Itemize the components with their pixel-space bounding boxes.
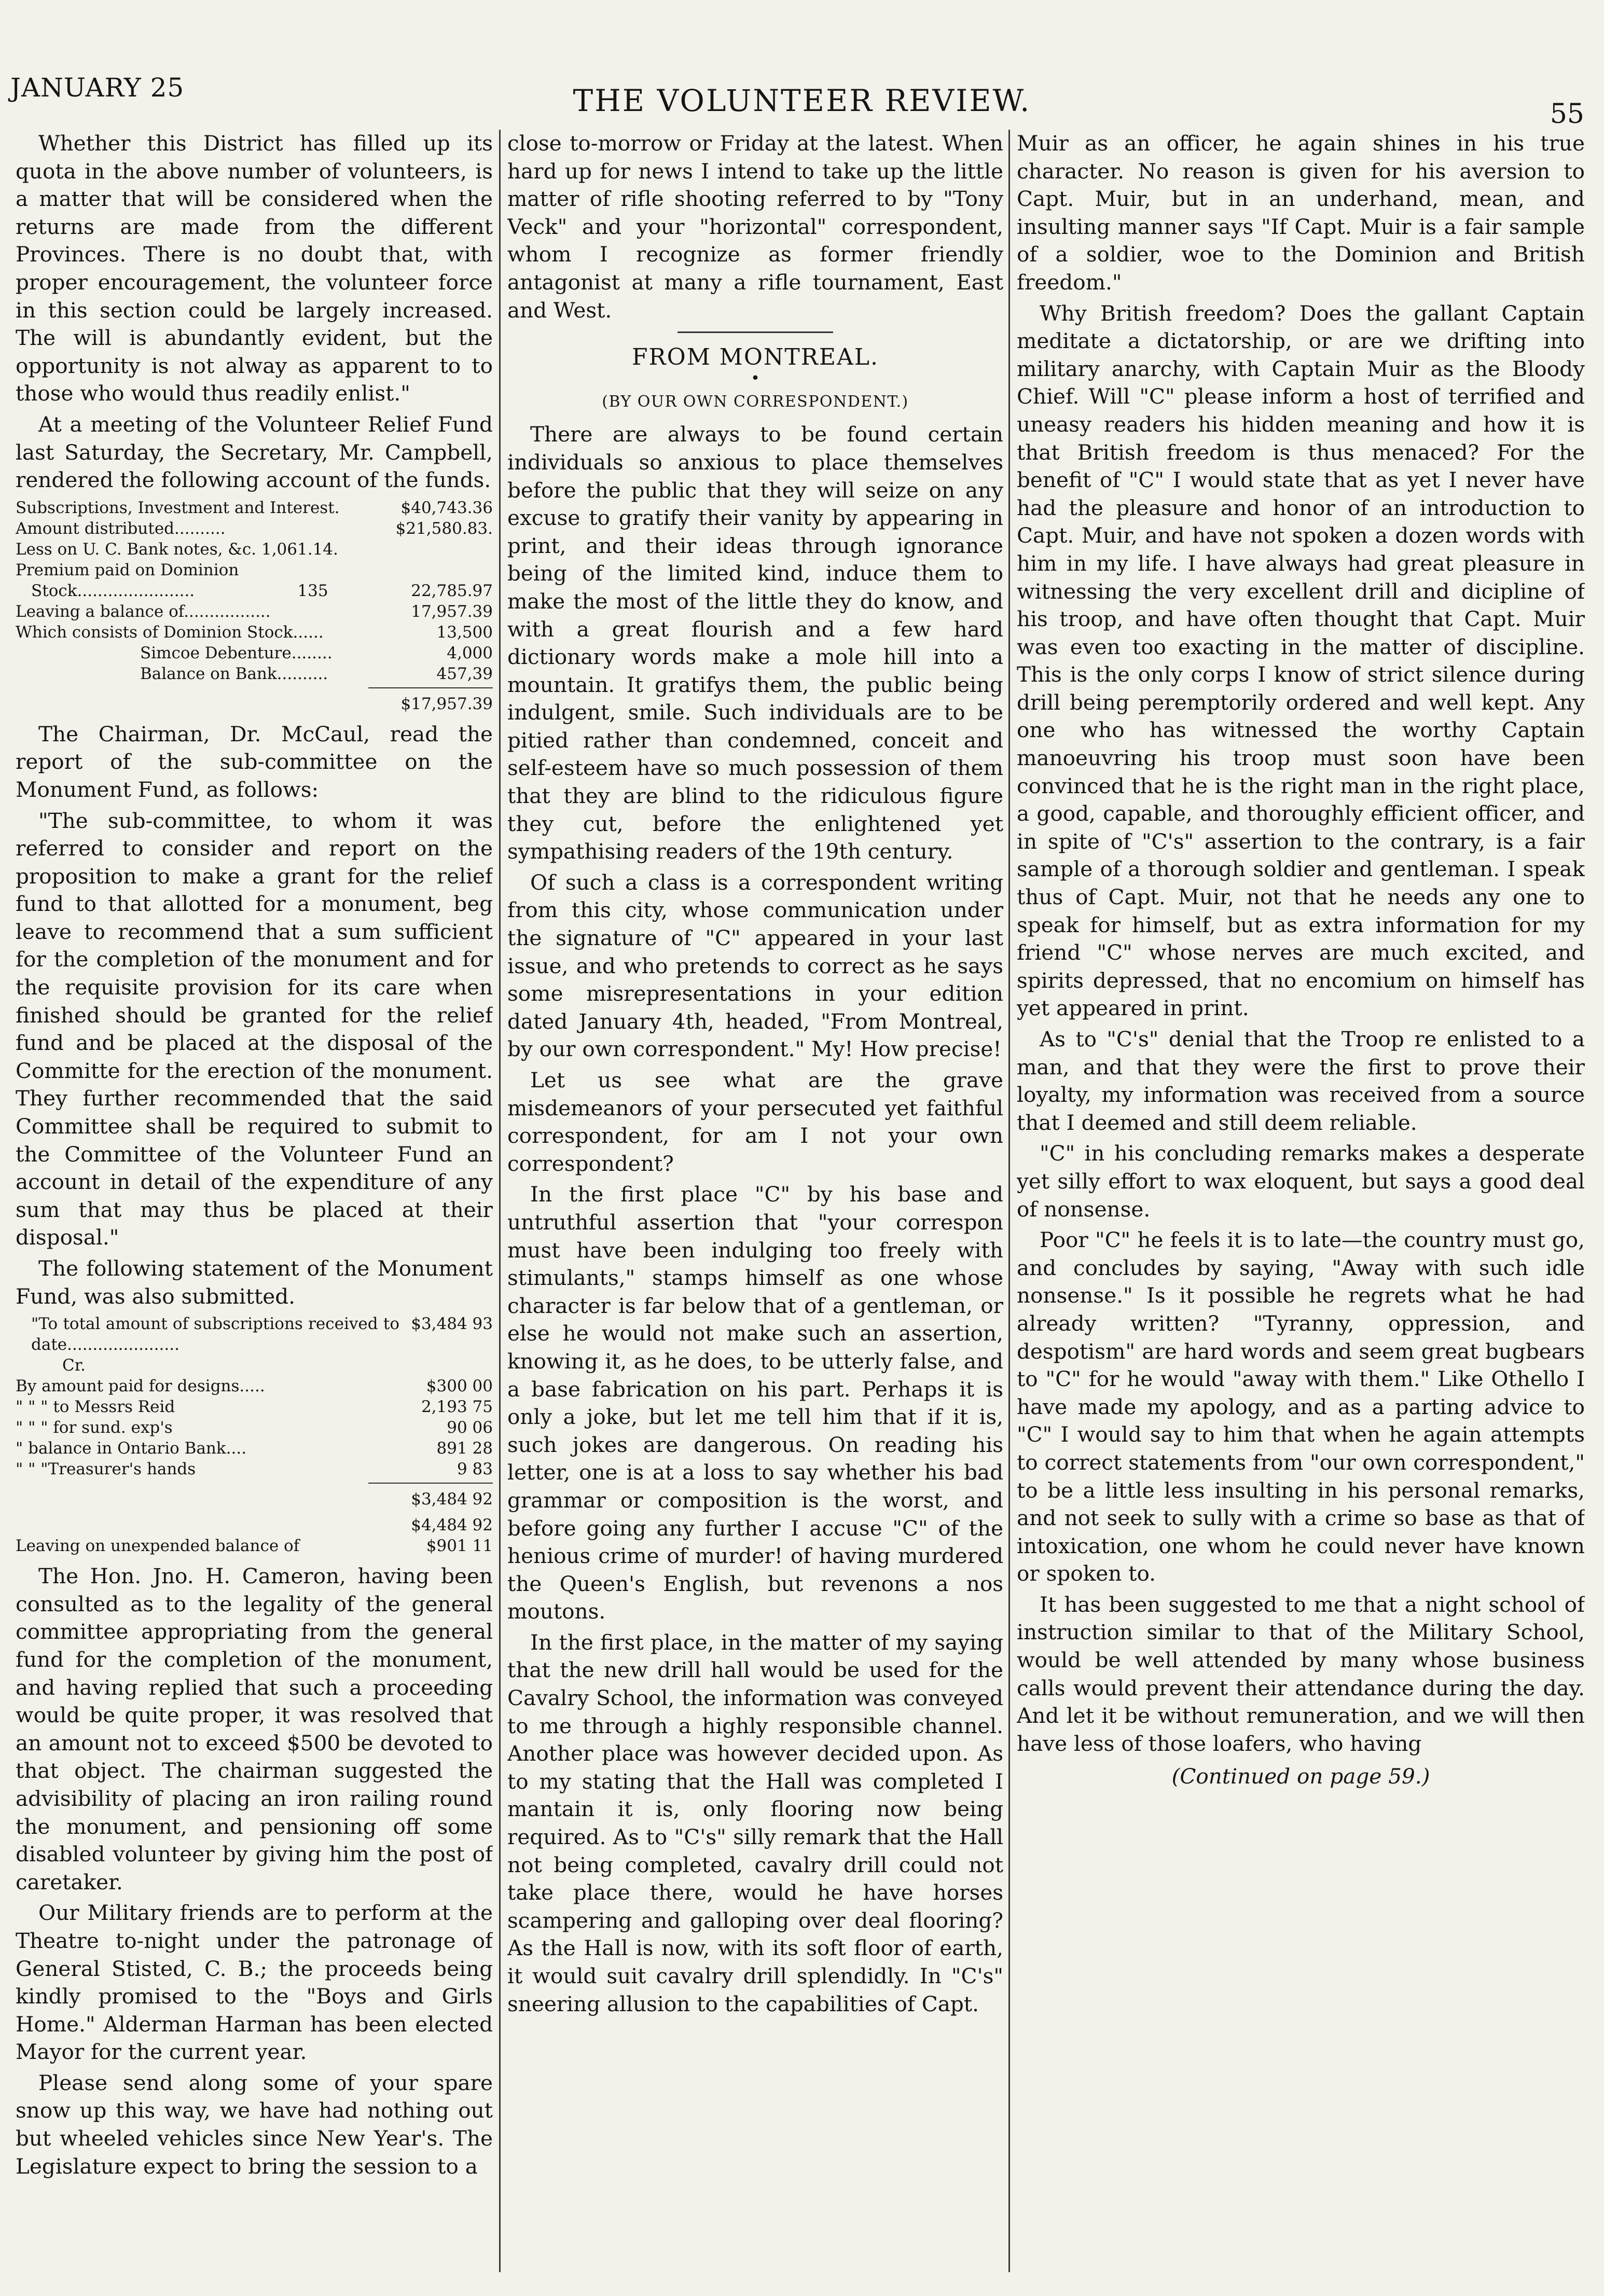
section-title: FROM MONTREAL. (632, 344, 879, 371)
account-amount: 135 (297, 581, 328, 600)
rule (368, 687, 493, 688)
account-amount: 4,000 (447, 643, 493, 662)
paragraph: The Chairman, Dr. McCaul, read the report of the sub-committee on the Monument Fund, as follows: (16, 721, 493, 802)
header-title: THE VOLUNTEER REVIEW. (573, 83, 1031, 118)
account-label: Leaving a balance of................. (16, 602, 271, 621)
account-amount: 13,500 (436, 623, 493, 642)
paragraph: Whether this District has filled up its quota in the above number of volunteers, is a matter that will be considered when the returns are made from the different Provinces. There is no doubt that, with proper encouragement, the volunteer force in this section could be largely increased. The will is abundantly evident, but the opportunity is not alway as apparent to to those who would thus readily enlist." (16, 131, 493, 406)
column-1 (16, 130, 493, 2267)
statement-label: "To total amount of subscriptions received to date...................... (31, 1315, 399, 1354)
paragraph: In the first place, in the matter of my saying that the new drill hall would be used for the Cavalry School, the information was conveyed to me through a highly responsible channel. Another place was however decided upon. As to my stating that the Hall was completed I mantain it is, only flooring now being required. As to "C's" silly remark that the Hall not being completed, cavalry drill could not take place there, would he have horses scampering and galloping over deal flooring? As the Hall is now, with its soft floor of earth, it would suit cavalry drill splendidly. In "C's" sneering allusion to the capabilities of Capt. (507, 1629, 1003, 2016)
statement-amount: 90 06 (447, 1418, 493, 1437)
account-label: Simcoe Debenture........ (140, 643, 333, 662)
ornament-dot: • (751, 369, 760, 388)
statement-amount: 9 83 (457, 1460, 493, 1479)
paragraph: Our Military friends are to perform at the Theatre to-night under the patronage of General Stisted, C. B.; the proceeds being kindly promised to the "Boys and Girls Home." Alderman Harman has been elected Mayor for the current year. (16, 1900, 493, 2065)
statement-label: " " " for sund. exp's (16, 1418, 173, 1437)
statement-label: By amount paid for designs..... (16, 1377, 265, 1396)
continued-note: (Continued on page 59.) (1171, 1764, 1430, 1789)
statement-label: " " "Treasurer's hands (16, 1460, 196, 1479)
statement-amount: $300 00 (426, 1377, 493, 1396)
relief-fund-account (16, 497, 493, 714)
paragraph: In the first place "C" by his base and untruthful assertion that "your correspon must have been indulging too freely with stimulants," stamps himself as one whose character is far below that of a gentleman, or else he would not make such an assertion, knowing it, as he does, to be utterly false, and a base fabrication on his part. Perhaps it is only a joke, but let me tell him that if it is, such jokes are dangerous. On reading his letter, one is at a loss to say whether his bad grammar or composition is the worst, and before going any further I accuse "C" of the henious crime of murder! of having murdered the Queen's English, but revenons a nos moutons. (507, 1182, 1003, 1624)
header-page-number: 55 (1550, 99, 1584, 130)
byline: (BY OUR OWN CORRESPONDENT.) (602, 392, 909, 411)
column-rule-2 (1008, 130, 1010, 2272)
statement-amount: 2,193 75 (421, 1398, 493, 1417)
account-label: Less on U. C. Bank notes, &c. 1,061.14. (16, 540, 338, 559)
account-label: Subscriptions, Investment and Interest. (16, 498, 340, 517)
account-amount: $40,743.36 (400, 498, 493, 517)
statement-label: " balance in Ontario Bank.... (16, 1439, 247, 1458)
paragraph: Of such a class is a correspondent writing from this city, whose communication under the signature of "C" appeared in your last issue, and who pretends to correct as he says some misrepresentations in your edition dated January 4th, headed, "From Montreal, by our own correspondent." My! How precise! (507, 869, 1003, 1062)
account-amount: 17,957.39 (411, 602, 493, 621)
paragraph: It has been suggested to me that a night school of instruction similar to that of the Military School, would be well attended by many whose business calls would prevent their attendance during the day. And let it be without remuneration, and we will then have less of those loafers, who having (1017, 1592, 1585, 1756)
paragraph: "C" in his concluding remarks makes a desperate yet silly effort to wax eloquent, but says a good deal of nonsense. (1017, 1141, 1585, 1222)
paragraph: Please send along some of your spare snow up this way, we have had nothing out but wheeled vehicles since New Year's. The Legislature expect to bring the session to a (16, 2070, 493, 2179)
paragraph: The following statement of the Monument Fund, was also submitted. (16, 1256, 493, 1309)
statement-amount: 891 28 (436, 1439, 493, 1458)
statement-amount: $3,484 93 (411, 1315, 493, 1334)
paragraph: The Hon. Jno. H. Cameron, having been consulted as to the legality of the general committee appropriating from the general fund for the completion of the monument, and having replied that such a proceeding would be quite proper, it was resolved that an amount not to exceed $500 be devoted to that object. The chairman suggested the advisibility of placing an iron railing round the monument, and pensioning off some disabled volunteer by giving him the post of caretaker. (16, 1564, 493, 1894)
statement-sum: $3,484 92 (411, 1490, 493, 1509)
account-label: Premium paid on Dominion (16, 560, 239, 579)
statement-sum: $4,484 92 (411, 1516, 493, 1535)
paragraph: Why British freedom? Does the gallant Captain meditate a dictatorship, or are we drifting into military anarchy, with Captain Muir as the Bloody Chief. Will "C" please inform a host of terrified and uneasy readers his hidden meaning and how it is that British freedom is thus menaced? For the benefit of "C" I would state that as yet I never have had the pleasure and honor of an introduction to Capt. Muir, and have not spoken a dozen words with him in my life. I have always had great pleasure in witnessing the very excellent drill and dicipline of his troop, and have often thought that Capt. Muir was even too exacting in the matter of discipline. This is the only corps I know of strict silence during drill being peremptorily ordered and well kept. Any one who has witnessed the worthy Captain manoeuvring his troop must soon have been convinced that he is the right man in the right place, a good, capable, and thoroughly efficient officer, and in spite of "C's" assertion to the contrary, is a fair sample of a thorough soldier and gentleman. I speak thus of Capt. Muir, not that he needs any one to speak for himself, but as extra information for my friend "C" whose nerves are much excited, and spirits depressed, that no encomium on himself has yet appeared in print. (1017, 300, 1585, 1021)
paragraph: Poor "C" he feels it is to late—the country must go, and concludes by saying, "Away with such idle nonsense." Is it possible he regrets what he had already written? "Tyranny, oppression, and despotism" are hard words and seem great bugbears to "C" for he would "away with them." Like Othello I have made my apology, and as a parting advice to "C" I would say to him that when he again attempts to correct statements from "our own correspondent," to be a little less insulting in his personal remarks, and not seek to sully with a crime so base as that of intoxication, one whom he could never have known or spoken to. (1017, 1227, 1585, 1586)
statement-label: Leaving on unexpended balance of (16, 1537, 300, 1556)
page-header (0, 0, 1604, 130)
account-label: Which consists of Dominion Stock...... (16, 623, 324, 642)
paragraph: Muir as an officer, he again shines in his true character. No reason is given for his aversion to Capt. Muir, but in an underhand, mean, and insulting manner says "If Capt. Muir is a fair sample of a soldier, woe to the Dominion and British freedom." (1017, 131, 1585, 295)
monument-fund-statement (16, 1313, 493, 1556)
account-amount: $21,580.83. (395, 519, 493, 538)
statement-label: Cr. (62, 1356, 86, 1375)
paragraph: There are always to be found certain individuals so anxious to place themselves before the public that they will seize on any excuse to gratify their vanity by appearing in print, and their ideas through ignorance being of the limited kind, induce them to make the most of the little they do know, and with a great flourish and a few hard dictionary words make a mole hill into a mountain. It gratifys them, the public being indulgent, smile. Such individuals are to be pitied rather than condemned, conceit and self-esteem have so much possession of them that they are blind to the ridiculous figure they cut, before the enlightened yet sympathising readers of the 19th century. (507, 422, 1003, 864)
account-amount: 22,785.97 (411, 581, 493, 600)
account-amount: 457,39 (436, 664, 493, 683)
paragraph: close to-morrow or Friday at the latest. When hard up for news I intend to take up the little matter of rifle shooting referred to by "Tony Veck" and your "horizontal" correspondent, whom I recognize as former friendly antagonist at many a rifle tournament, East and West. (507, 131, 1003, 323)
paragraph: Let us see what are the grave misdemeanors of your persecuted yet faithful correspondent, for am I not your own correspondent? (507, 1068, 1003, 1176)
statement-label: " " " to Messrs Reid (16, 1398, 175, 1417)
column-rule-1 (499, 130, 501, 2272)
rule (368, 1483, 493, 1484)
section-divider (677, 331, 833, 333)
account-total: $17,957.39 (400, 694, 493, 713)
paragraph: At a meeting of the Volunteer Relief Fund last Saturday, the Secretary, Mr. Campbell, rendered the following account of the funds. (16, 411, 493, 493)
header-date: JANUARY 25 (10, 73, 185, 103)
account-label: Stock....................... (31, 581, 195, 600)
column-3 (1017, 130, 1585, 2267)
paragraph: "The sub-committee, to whom it was referred to consider and report on the proposition to make a grant for the relief fund to that allotted for a monument, beg leave to recommend that a sum sufficient for the completion of the monument and for the requisite provision for its care when finished should be granted for the relief fund and be placed at the disposal of the Committe for the erection of the monument. They further recommended that the said Committee shall be required to submit to the Committee of the Volunteer Fund an account in detail of the expenditure of any sum that may thus be placed at their disposal." (16, 808, 493, 1250)
paragraph: As to "C's" denial that the Troop re enlisted to a man, and that they were the first to prove their loyalty, my information was received from a source that I deemed and still deem reliable. (1017, 1027, 1585, 1135)
column-2 (507, 130, 1003, 2267)
account-label: Amount distributed.......... (16, 519, 226, 538)
statement-amount: $901 11 (426, 1537, 493, 1556)
account-label: Balance on Bank.......... (140, 664, 328, 683)
